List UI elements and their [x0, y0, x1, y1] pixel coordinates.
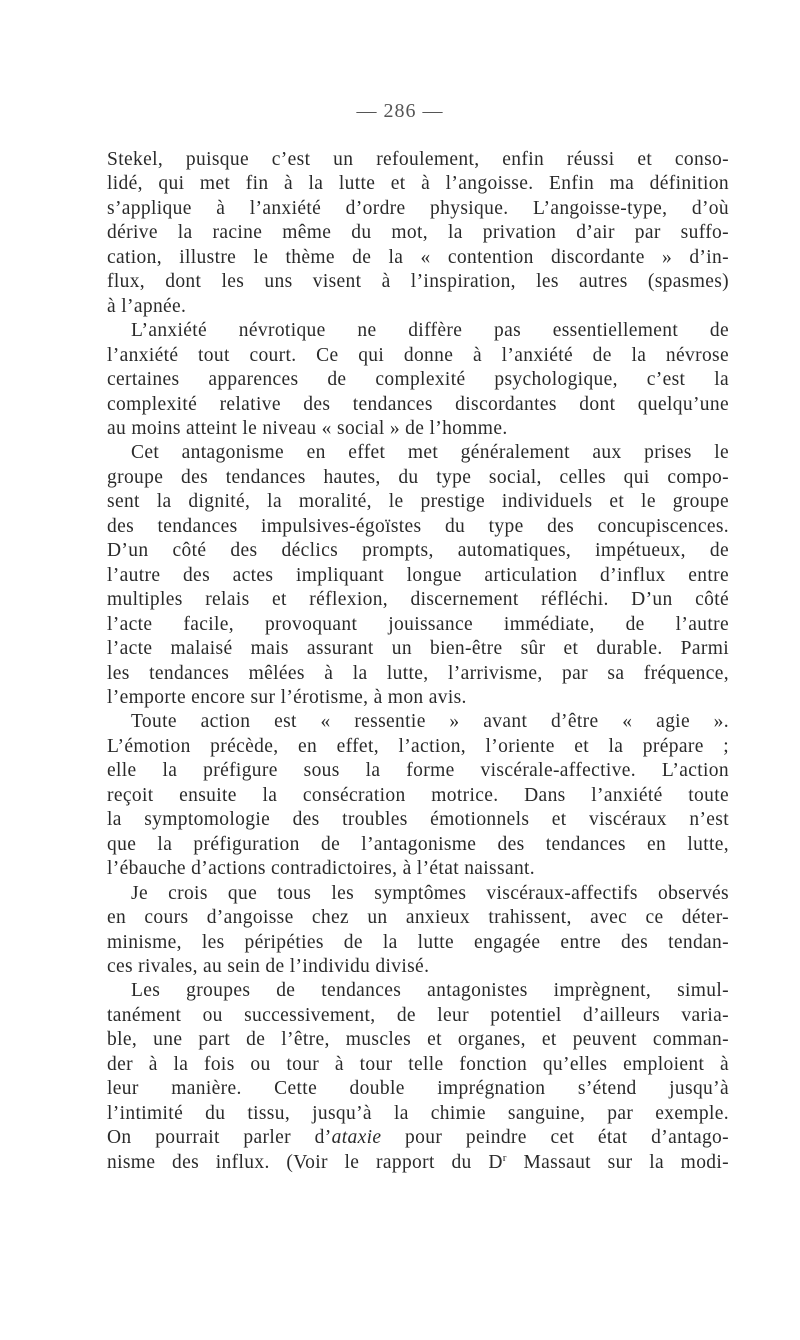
text-line-41: On pourrait parler d’ataxie pour peindre cet état d’antago- — [107, 1127, 729, 1149]
text-line-36: tanément ou successivement, de leur potentiel d’ailleurs varia- — [107, 1004, 729, 1026]
text-line-32: en cours d’angoisse chez un anxieux trahissent, avec ce déter- — [107, 907, 729, 929]
text-line-18: l’autre des actes impliquant longue articulation d’influx entre — [107, 564, 729, 586]
text-line-19: multiples relais et réflexion, discernement réfléchi. D’un côté — [107, 589, 729, 611]
text-line-24: Toute action est « ressentie » avant d’être « agie ». — [131, 711, 729, 733]
text-line-5: cation, illustre le thème de la « contention discordante » d’in- — [107, 246, 729, 268]
text-line-11: complexité relative des tendances discordantes dont quelqu’une — [107, 393, 729, 415]
text-line-37: ble, une part de l’être, muscles et organes, et peuvent comman- — [107, 1029, 729, 1051]
text-line-10: certaines apparences de complexité psychologique, c’est la — [107, 369, 729, 391]
text-line-23: l’emporte encore sur l’érotisme, à mon avis. — [107, 686, 467, 708]
text-line-39: leur manière. Cette double imprégnation s’étend jusqu’à — [107, 1078, 729, 1100]
text-line-33: minisme, les péripéties de la lutte engagée entre des tendan- — [107, 931, 729, 953]
text-line-16: des tendances impulsives-égoïstes du type des concupiscences. — [107, 515, 729, 537]
text-line-12: au moins atteint le niveau « social » de l’homme. — [107, 417, 508, 439]
text-line-27: reçoit ensuite la consécration motrice. Dans l’anxiété toute — [107, 784, 729, 806]
text-line-7: à l’apnée. — [107, 295, 187, 317]
text-line-21: l’acte malaisé mais assurant un bien-être sûr et durable. Parmi — [107, 638, 729, 660]
text-line-3: s’applique à l’anxiété d’ordre physique. L’angoisse-type, d’où — [107, 197, 729, 219]
italic-word: ataxie — [331, 1127, 382, 1149]
text-line-34: ces rivales, au sein de l’individu divisé. — [107, 955, 430, 977]
text-line-2: lidé, qui met fin à la lutte et à l’angoisse. Enfin ma définition — [107, 173, 729, 195]
text-line-30: l’ébauche d’actions contradictoires, à l’état naissant. — [107, 858, 536, 880]
text-line-26: elle la préfigure sous la forme viscérale-affective. L’action — [107, 760, 729, 782]
text-line-22: les tendances mêlées à la lutte, l’arrivisme, par sa fréquence, — [107, 662, 729, 684]
text-line-8: L’anxiété névrotique ne diffère pas essentiellement de — [131, 320, 729, 342]
text-line-31: Je crois que tous les symptômes viscéraux-affectifs observés — [131, 882, 729, 904]
text-line-38: der à la fois ou tour à tour telle fonction qu’elles emploient à — [107, 1053, 729, 1075]
text-line-17: D’un côté des déclics prompts, automatiques, impétueux, de — [107, 540, 729, 562]
text-line-35: Les groupes de tendances antagonistes imprègnent, simul- — [131, 980, 729, 1002]
text-line-14: groupe des tendances hautes, du type social, celles qui compo- — [107, 466, 729, 488]
page-number: — 286 — — [356, 100, 444, 122]
text-line-15: sent la dignité, la moralité, le prestige individuels et le groupe — [107, 491, 729, 513]
text-line-9: l’anxiété tout court. Ce qui donne à l’anxiété de la névrose — [107, 344, 729, 366]
text-line-13: Cet antagonisme en effet met généralement aux prises le — [131, 442, 729, 464]
text-line-42: nisme des influx. (Voir le rapport du $D^r$ Massaut sur la modi- — [107, 1151, 729, 1173]
text-line-4: dérive la racine même du mot, la privation d’air par suffo- — [107, 222, 729, 244]
text-line-6: flux, dont les uns visent à l’inspiration, les autres (spasmes) — [107, 271, 729, 293]
body-text — [107, 148, 729, 1175]
text-line-28: la symptomologie des troubles émotionnels et viscéraux n’est — [107, 809, 729, 831]
text-line-25: L’émotion précède, en effet, l’action, l’oriente et la prépare ; — [107, 735, 729, 757]
text-line-29: que la préfiguration de l’antagonisme des tendances en lutte, — [107, 833, 729, 855]
text-line-1: Stekel, puisque c’est un refoulement, enfin réussi et conso- — [107, 149, 729, 170]
text-line-20: l’acte facile, provoquant jouissance immédiate, de l’autre — [107, 613, 729, 635]
text-line-40: l’intimité du tissu, jusqu’à la chimie sanguine, par exemple. — [107, 1102, 729, 1124]
superscript: r — [502, 1151, 507, 1164]
